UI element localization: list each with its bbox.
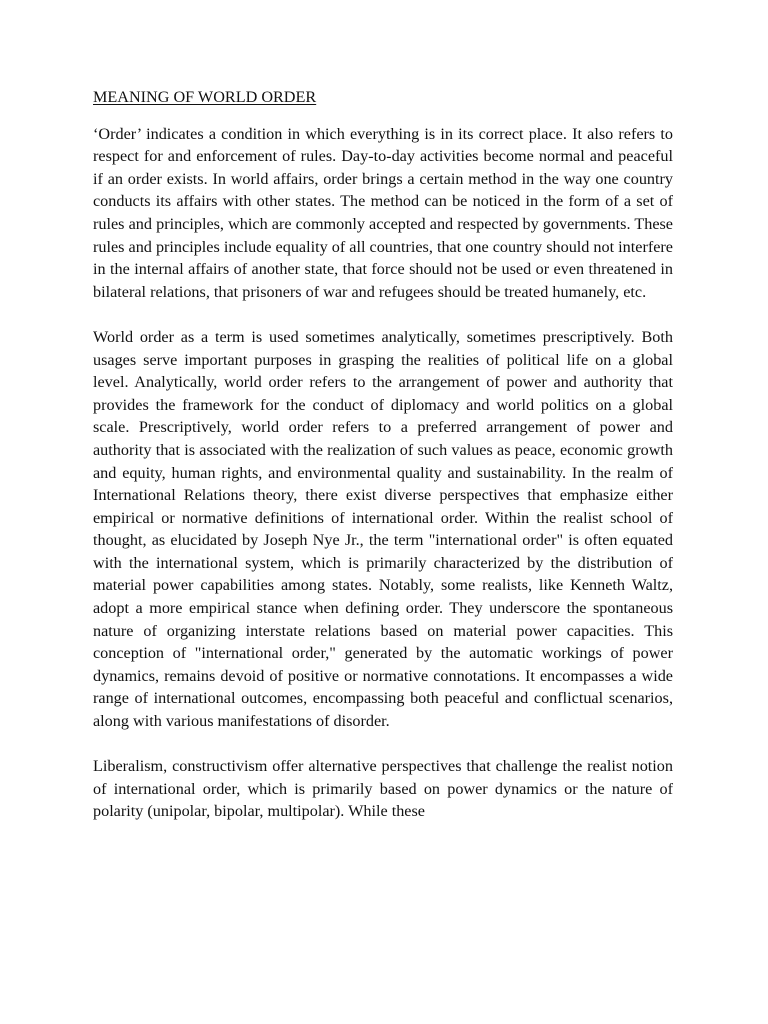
document-body	[93, 86, 673, 846]
document-heading: MEANING OF WORLD ORDER	[93, 88, 317, 106]
paragraph-order-definition: ‘Order’ indicates a condition in which everything is in its correct place. It also refers to respect for and enforcement of rules. Day-to-day activities become normal and peaceful if an order exists. In world affairs, order brings a certain method in the way one country conducts its affairs with other states. The method can be noticed in the form of a set of rules and principles, which are commonly accepted and respected by governments. These rules and principles include equality of all countries, that one country should not interfere in the internal affairs of another state, that force should not be used or even threatened in bilateral relations, that prisoners of war and refugees should be treated humanely, etc.	[93, 124, 673, 301]
paragraph-liberalism: Liberalism, constructivism offer alternative perspectives that challenge the realist notion of international order, which is primarily based on power dynamics or the nature of polarity (unipolar, bipolar, multipolar). While these	[93, 757, 673, 821]
paragraph-world-order-term: World order as a term is used sometimes analytically, sometimes prescriptively. Both usages serve important purposes in grasping the realities of political life on a global level. Analytically, world order refers to the arrangement of power and authority that provides the framework for the conduct of diplomacy and world politics on a global scale. Prescriptively, world order refers to a preferred arrangement of power and authority that is associated with the realization of such values as peace, economic growth and equity, human rights, and environmental quality and sustainability. In the realm of International Relations theory, there exist diverse perspectives that emphasize either empirical or normative definitions of international order. Within the realist school of thought, as elucidated by Joseph Nye Jr., the term "international order" is often equated with the international system, which is primarily characterized by the distribution of material power capabilities among states. Notably, some realists, like Kenneth Waltz, adopt a more empirical stance when defining order. They underscore the spontaneous nature of organizing interstate relations based on material power capacities. This conception of "international order," generated by the automatic workings of power dynamics, remains devoid of positive or normative connotations. It encompasses a wide range of international outcomes, encompassing both peaceful and conflictual scenarios, along with various manifestations of disorder.	[93, 327, 673, 731]
